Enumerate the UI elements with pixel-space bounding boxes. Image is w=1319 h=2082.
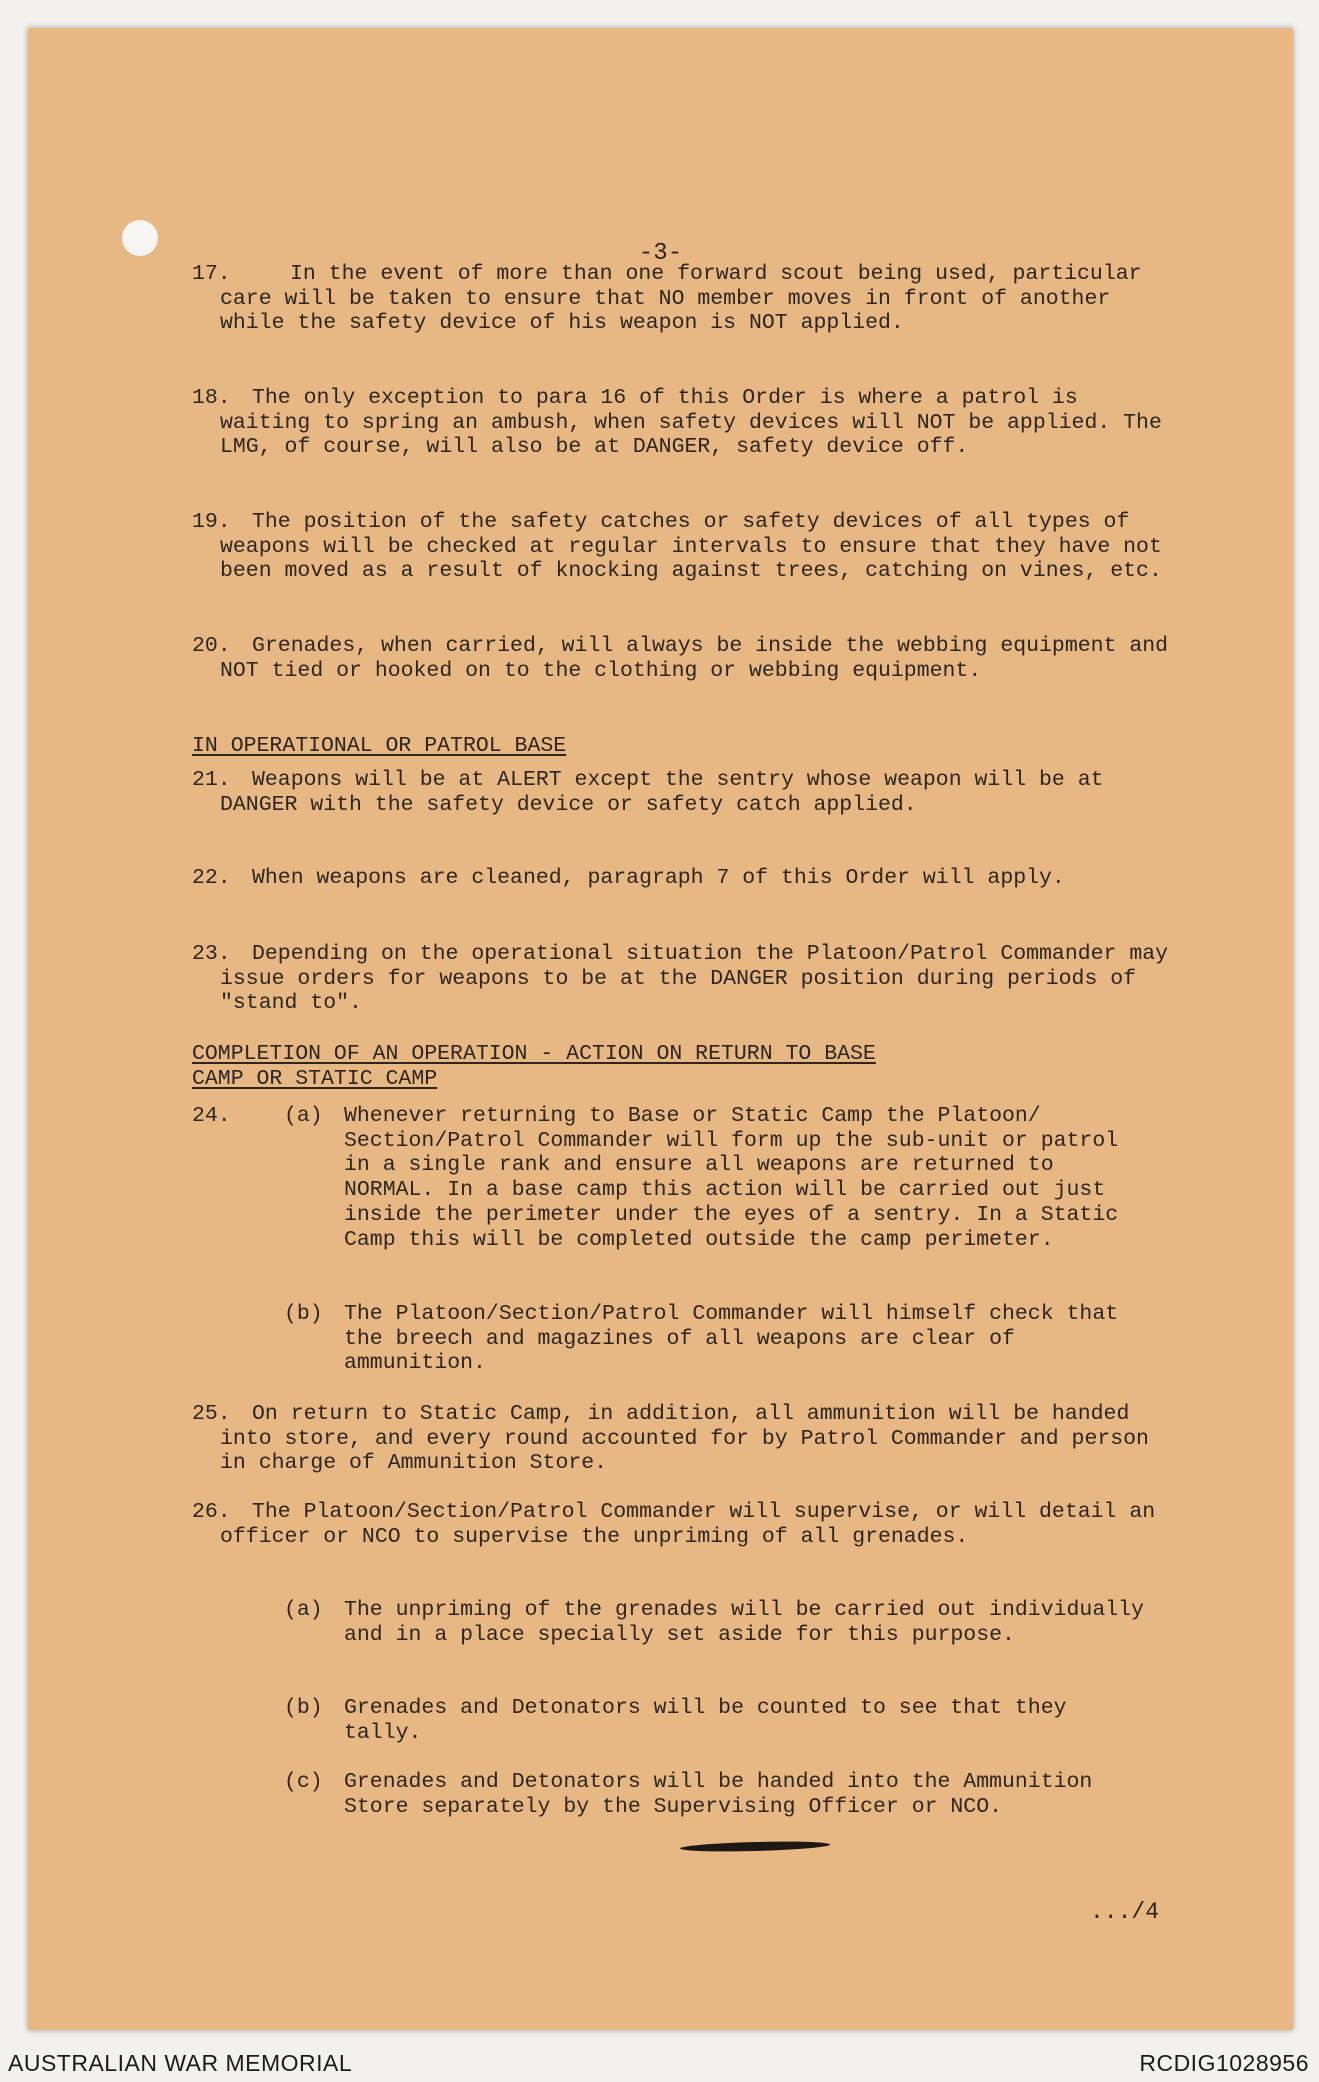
paragraph-number: 21. [192, 768, 231, 792]
paragraph-number: 25. [192, 1402, 231, 1426]
sub-text: Grenades and Detonators will be handed into the Ammunition Store separately by the Supervising Officer or NCO. [344, 1770, 1093, 1819]
paragraph-24-number: 24. [192, 1104, 231, 1128]
section-heading-base: IN OPERATIONAL OR PATROL BASE [192, 734, 567, 758]
paragraph-text: Grenades, when carried, will always be inside the webbing equipment and NOT tied or hooked on to the clothing or webbing equipment. [220, 634, 1169, 683]
paragraph-19 [192, 510, 1180, 584]
paragraph-22 [192, 866, 1180, 891]
paragraph-text: The Platoon/Section/Patrol Commander will supervise, or will detail an officer or NCO to supervise the unpriming of all grenades. [220, 1500, 1156, 1549]
paragraph-26 [192, 1500, 1180, 1549]
paragraph-20 [192, 634, 1180, 683]
paragraph-text: On return to Static Camp, in addition, all ammunition will be handed into store, and every round accounted for by Patrol Commander and person in charge of Ammunition Store. [220, 1402, 1149, 1476]
paragraph-26a [284, 1598, 1154, 1647]
paragraph-26c [284, 1770, 1154, 1819]
paragraph-number: 22. [192, 866, 231, 890]
paragraph-21 [192, 768, 1180, 817]
paragraph-text: Depending on the operational situation the Platoon/Patrol Commander may issue orders for weapons to be at the DANGER position during periods of "stand to". [220, 942, 1169, 1016]
sub-label: (b) [284, 1696, 323, 1720]
paragraph-23 [192, 942, 1180, 1016]
sub-text: The Platoon/Section/Patrol Commander will himself check that the breech and magazines of all weapons are clear of ammunition. [344, 1302, 1119, 1376]
section-heading-completion [192, 1042, 1152, 1091]
sub-label: (a) [284, 1104, 323, 1128]
heading-line-1: COMPLETION OF AN OPERATION - ACTION ON RETURN TO BASE [192, 1042, 876, 1066]
page-number: -3- [638, 240, 683, 267]
paragraph-number: 26. [192, 1500, 231, 1524]
heading-line-2: CAMP OR STATIC CAMP [192, 1066, 438, 1091]
sub-text: Whenever returning to Base or Static Camp the Platoon/ Section/Patrol Commander will form up the sub-unit or patrol in a single rank and ensure all weapons are returned to NORMAL. In a base camp this action will be carried out just inside the perimeter under the eyes of a sentry. In a Static Camp this will be completed outside the camp perimeter. [344, 1104, 1119, 1252]
paragraph-26b [284, 1696, 1154, 1745]
paragraph-number: 18. [192, 386, 231, 410]
paragraph-24a [284, 1104, 1154, 1252]
footer-source: AUSTRALIAN WAR MEMORIAL [8, 2050, 353, 2076]
paragraph-text: When weapons are cleaned, paragraph 7 of this Order will apply. [252, 866, 1065, 890]
paragraph-number: 19. [192, 510, 231, 534]
paragraph-number: 17. [192, 262, 231, 286]
sub-label: (a) [284, 1598, 323, 1622]
paragraph-number: 23. [192, 942, 231, 966]
paragraph-text: In the event of more than one forward scout being used, particular care will be taken to ensure that NO member moves in front of another while the safety device of his weapon is NOT applied. [220, 262, 1142, 336]
paragraph-25 [192, 1402, 1180, 1476]
sub-label: (c) [284, 1770, 323, 1794]
paragraph-text: The position of the safety catches or safety devices of all types of weapons will be checked at regular intervals to ensure that they have not been moved as a result of knocking against trees, catching on vines, etc. [220, 510, 1162, 584]
paragraph-24b [284, 1302, 1154, 1376]
paragraph-number: 20. [192, 634, 231, 658]
sub-text: The unpriming of the grenades will be carried out individually and in a place specially set aside for this purpose. [344, 1598, 1144, 1647]
sub-text: Grenades and Detonators will be counted to see that they tally. [344, 1696, 1067, 1745]
paragraph-text: Weapons will be at ALERT except the sentry whose weapon will be at DANGER with the safety device or safety catch applied. [220, 768, 1104, 817]
paragraph-18 [192, 386, 1180, 460]
sub-label: (b) [284, 1302, 323, 1326]
paragraph-17 [192, 262, 1180, 336]
continuation-marker: .../4 [1090, 1899, 1160, 1925]
footer-id: RCDIG1028956 [1139, 2050, 1309, 2076]
paragraph-text: The only exception to para 16 of this Order is where a patrol is waiting to spring an ambush, when safety devices will NOT be applied. The LMG, of course, will also be at DANGER, safety device off. [220, 386, 1162, 460]
